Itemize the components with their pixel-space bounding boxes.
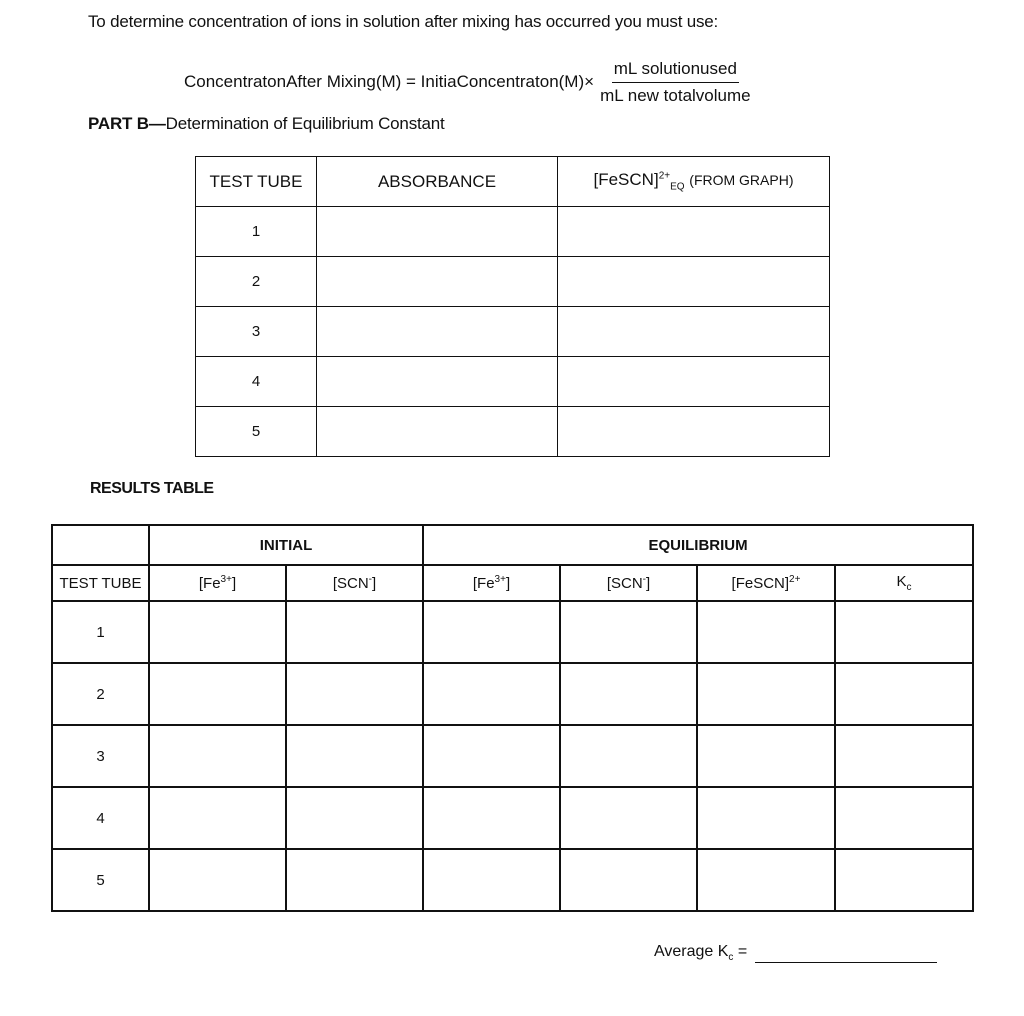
part-b-dash: — xyxy=(148,114,166,133)
average-kc-label: Average $K_c$ = xyxy=(654,942,748,963)
fescn-cell[interactable] xyxy=(558,357,830,407)
dilution-formula xyxy=(184,56,753,108)
tube-number: 5 xyxy=(52,849,149,911)
eq-fe-cell[interactable] xyxy=(423,725,560,787)
tube-number: 1 xyxy=(52,601,149,663)
header-eq-fescn: [FeSCN]$^{2+}$ xyxy=(697,565,835,601)
eq-fe-cell[interactable] xyxy=(423,601,560,663)
table-row xyxy=(52,601,973,663)
absorbance-table xyxy=(195,156,830,457)
eq-scn-cell[interactable] xyxy=(560,849,697,911)
kc-cell[interactable] xyxy=(835,725,973,787)
eq-scn-cell[interactable] xyxy=(560,787,697,849)
table-row xyxy=(196,407,830,457)
eq-fe-cell[interactable] xyxy=(423,663,560,725)
eq-fe-cell[interactable] xyxy=(423,787,560,849)
part-b-title: Determination of Equilibrium Constant xyxy=(165,114,445,133)
fescn-cell[interactable] xyxy=(558,257,830,307)
initial-scn-cell[interactable] xyxy=(286,787,423,849)
eq-fescn-cell[interactable] xyxy=(697,849,835,911)
average-kc-blank[interactable] xyxy=(755,942,937,963)
eq-scn-cell[interactable] xyxy=(560,663,697,725)
empty-corner-cell xyxy=(52,525,149,565)
initial-scn-cell[interactable] xyxy=(286,601,423,663)
table-row xyxy=(52,663,973,725)
group-initial: INITIAL xyxy=(149,525,423,565)
header-initial-scn: [SCN-] xyxy=(286,565,423,601)
group-header-row xyxy=(52,525,973,565)
part-b-heading xyxy=(88,114,445,134)
initial-fe-cell[interactable] xyxy=(149,601,286,663)
column-header-row xyxy=(52,565,973,601)
kc-cell[interactable] xyxy=(835,601,973,663)
initial-scn-cell[interactable] xyxy=(286,725,423,787)
table-row xyxy=(196,257,830,307)
table-row xyxy=(52,787,973,849)
header-eq-scn: [SCN-] xyxy=(560,565,697,601)
table-header-row xyxy=(196,157,830,207)
instructions-text: To determine concentration of ions in solution after mixing has occurred you must use: xyxy=(88,12,719,31)
header-kc: $K_c$ xyxy=(835,565,973,601)
group-equilibrium: EQUILIBRIUM xyxy=(423,525,973,565)
initial-scn-cell[interactable] xyxy=(286,849,423,911)
table-row xyxy=(196,207,830,257)
kc-cell[interactable] xyxy=(835,849,973,911)
eq-fescn-cell[interactable] xyxy=(697,663,835,725)
eq-fescn-cell[interactable] xyxy=(697,725,835,787)
absorbance-cell[interactable] xyxy=(317,357,558,407)
header-initial-fe: $[Fe^{3+}]$ xyxy=(149,565,286,601)
tube-number: 2 xyxy=(52,663,149,725)
initial-fe-cell[interactable] xyxy=(149,787,286,849)
table-row xyxy=(196,357,830,407)
tube-number: 5 xyxy=(196,407,317,457)
initial-fe-cell[interactable] xyxy=(149,663,286,725)
table-row xyxy=(52,725,973,787)
tube-number: 1 xyxy=(196,207,317,257)
formula-fraction xyxy=(598,58,753,107)
tube-number: 4 xyxy=(196,357,317,407)
eq-fescn-cell[interactable] xyxy=(697,787,835,849)
absorbance-cell[interactable] xyxy=(317,407,558,457)
header-test-tube: TEST TUBE xyxy=(196,157,317,207)
eq-scn-cell[interactable] xyxy=(560,725,697,787)
absorbance-cell[interactable] xyxy=(317,207,558,257)
part-b-label: PART B xyxy=(88,114,149,133)
tube-number: 4 xyxy=(52,787,149,849)
table-row xyxy=(196,307,830,357)
fescn-cell[interactable] xyxy=(558,207,830,257)
results-table xyxy=(51,524,974,912)
eq-scn-cell[interactable] xyxy=(560,601,697,663)
tube-number: 2 xyxy=(196,257,317,307)
eq-fescn-cell[interactable] xyxy=(697,601,835,663)
formula-lhs: ConcentratonAfter Mixing(M) = InitiaConcentraton(M)× xyxy=(184,72,595,91)
header-fescn-eq: [FeSCN]$^{2+}_{EQ}$ (FROM GRAPH) xyxy=(558,157,830,207)
formula-numerator: mL solutionused xyxy=(612,58,739,83)
table-row xyxy=(52,849,973,911)
initial-fe-cell[interactable] xyxy=(149,849,286,911)
header-absorbance: ABSORBANCE xyxy=(317,157,558,207)
tube-number: 3 xyxy=(52,725,149,787)
eq-fe-cell[interactable] xyxy=(423,849,560,911)
header-eq-fe: $[Fe^{3+}]$ xyxy=(423,565,560,601)
tube-number: 3 xyxy=(196,307,317,357)
absorbance-cell[interactable] xyxy=(317,307,558,357)
kc-cell[interactable] xyxy=(835,663,973,725)
initial-fe-cell[interactable] xyxy=(149,725,286,787)
formula-denominator: mL new totalvolume xyxy=(600,85,751,105)
absorbance-cell[interactable] xyxy=(317,257,558,307)
results-table-title: RESULTS TABLE xyxy=(90,480,214,497)
average-kc xyxy=(654,942,937,963)
header-test-tube: TEST TUBE xyxy=(52,565,149,601)
fescn-cell[interactable] xyxy=(558,307,830,357)
fescn-cell[interactable] xyxy=(558,407,830,457)
kc-cell[interactable] xyxy=(835,787,973,849)
initial-scn-cell[interactable] xyxy=(286,663,423,725)
